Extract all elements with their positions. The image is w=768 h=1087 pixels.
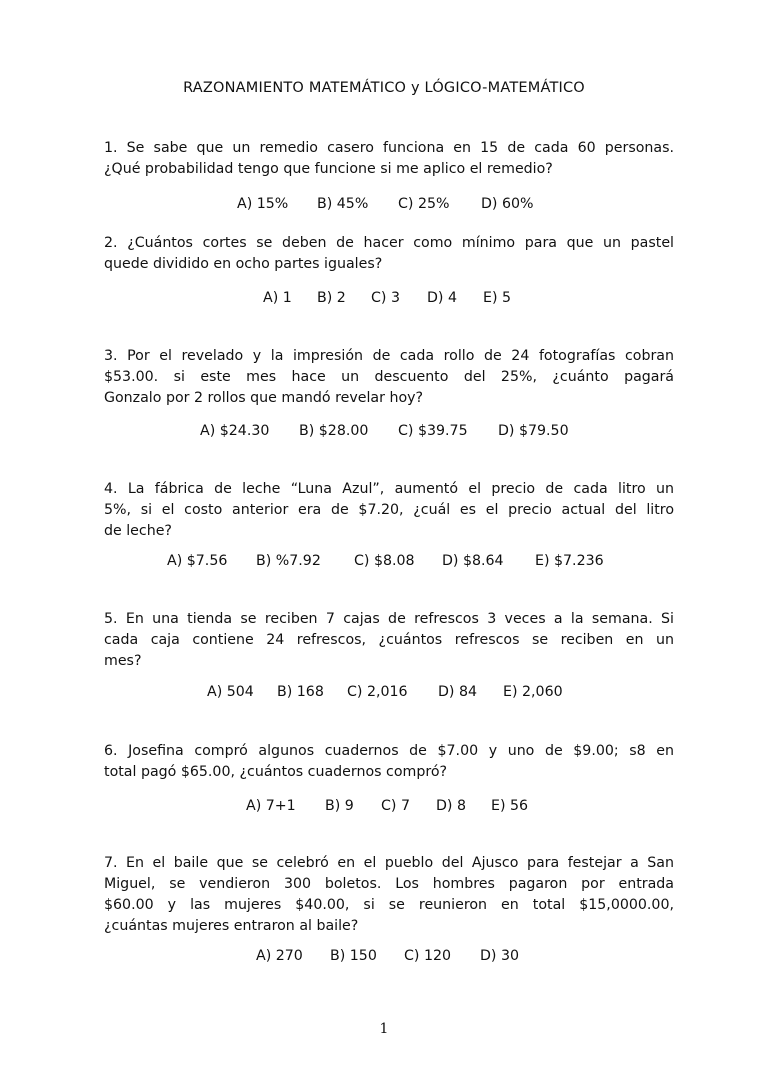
question-text-line: de leche? <box>104 523 172 539</box>
option-d: D) $79.50 <box>498 423 569 439</box>
option-c: C) 7 <box>381 798 410 814</box>
option-d: D) $8.64 <box>442 553 504 569</box>
option-a: A) $24.30 <box>200 423 270 439</box>
option-c: C) 2,016 <box>347 684 408 700</box>
question-1 <box>104 138 674 180</box>
options-5 <box>0 684 768 706</box>
question-text-line: 2. ¿Cuántos cortes se deben de hacer como mínimo para que un pastel <box>104 235 674 251</box>
question-6 <box>104 741 674 783</box>
option-e: E) 2,060 <box>503 684 563 700</box>
options-6 <box>0 798 768 820</box>
option-c: C) 3 <box>371 290 400 306</box>
question-text-line: $53.00. si este mes hace un descuento del 25%, ¿cuánto pagará <box>104 369 674 385</box>
option-d: D) 60% <box>481 196 534 212</box>
question-text-line: mes? <box>104 653 142 669</box>
page-title: RAZONAMIENTO MATEMÁTICO y LÓGICO-MATEMÁTICO <box>183 80 585 96</box>
option-a: A) 270 <box>256 948 303 964</box>
option-b: B) 45% <box>317 196 369 212</box>
option-d: D) 8 <box>436 798 466 814</box>
question-text-line: 5. En una tienda se reciben 7 cajas de refrescos 3 veces a la semana. Si <box>104 611 674 627</box>
options-4 <box>0 553 768 575</box>
options-2 <box>0 290 768 312</box>
question-2 <box>104 233 674 275</box>
question-4 <box>104 479 674 542</box>
option-b: B) 168 <box>277 684 324 700</box>
option-b: B) 150 <box>330 948 377 964</box>
option-c: C) 25% <box>398 196 450 212</box>
option-b: B) 2 <box>317 290 346 306</box>
question-text-line: 6. Josefina compró algunos cuadernos de $7.00 y uno de $9.00; s8 en <box>104 743 674 759</box>
question-text-line: Miguel, se vendieron 300 boletos. Los hombres pagaron por entrada <box>104 876 674 892</box>
option-b: B) 9 <box>325 798 354 814</box>
option-a: A) $7.56 <box>167 553 228 569</box>
question-3 <box>104 346 674 409</box>
option-a: A) 1 <box>263 290 292 306</box>
option-a: A) 7+1 <box>246 798 296 814</box>
question-text-line: 5%, si el costo anterior era de $7.20, ¿cuál es el precio actual del litro <box>104 502 674 518</box>
question-text-line: total pagó $65.00, ¿cuántos cuadernos compró? <box>104 764 448 780</box>
question-text-line: 3. Por el revelado y la impresión de cada rollo de 24 fotografías cobran <box>104 348 674 364</box>
option-e: E) 5 <box>483 290 512 306</box>
question-7 <box>104 853 674 937</box>
option-d: D) 30 <box>480 948 520 964</box>
option-c: C) $39.75 <box>398 423 468 439</box>
option-a: A) 15% <box>237 196 289 212</box>
option-e: E) 56 <box>491 798 529 814</box>
question-text-line: 1. Se sabe que un remedio casero funciona en 15 de cada 60 personas. <box>104 140 674 156</box>
option-e: E) $7.236 <box>535 553 604 569</box>
option-b: B) $28.00 <box>299 423 369 439</box>
options-1 <box>0 196 768 218</box>
question-text-line: cada caja contiene 24 refrescos, ¿cuántos refrescos se reciben en un <box>104 632 674 648</box>
question-text-line: 4. La fábrica de leche “Luna Azul”, aumentó el precio de cada litro un <box>104 481 674 497</box>
question-text-line: Gonzalo por 2 rollos que mandó revelar hoy? <box>104 390 424 406</box>
option-d: D) 4 <box>427 290 457 306</box>
page-number: 1 <box>379 1021 389 1037</box>
question-text-line: ¿Qué probabilidad tengo que funcione si me aplico el remedio? <box>104 161 553 177</box>
option-a: A) 504 <box>207 684 254 700</box>
options-7 <box>0 948 768 970</box>
question-text-line: ¿cuántas mujeres entraron al baile? <box>104 918 359 934</box>
options-3 <box>0 423 768 445</box>
question-text-line: 7. En el baile que se celebró en el pueblo del Ajusco para festejar a San <box>104 855 674 871</box>
question-5 <box>104 609 674 672</box>
question-text-line: $60.00 y las mujeres $40.00, si se reunieron en total $15,0000.00, <box>104 897 674 913</box>
option-d: D) 84 <box>438 684 478 700</box>
option-b: B) %7.92 <box>256 553 321 569</box>
question-text-line: quede dividido en ocho partes iguales? <box>104 256 383 272</box>
option-c: C) $8.08 <box>354 553 415 569</box>
option-c: C) 120 <box>404 948 452 964</box>
